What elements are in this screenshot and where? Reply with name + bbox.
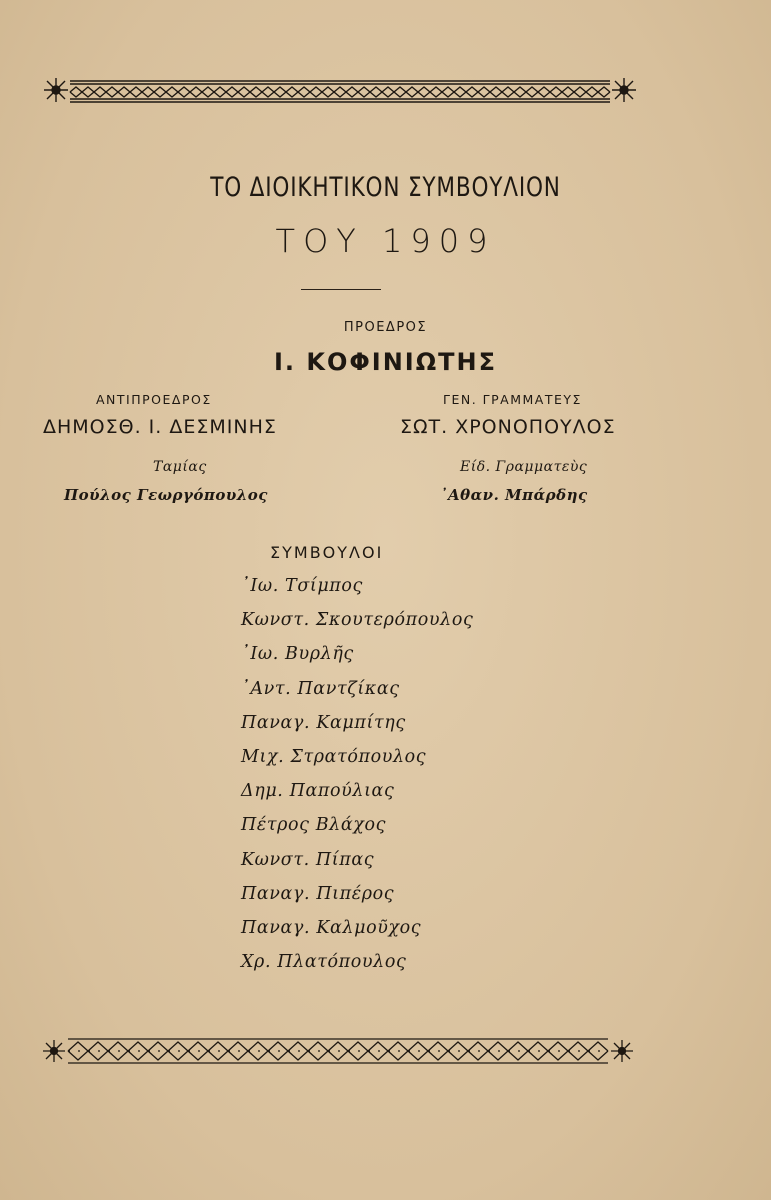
vice-president-name: ΔΗΜΟΣΘ. Ι. ΔΕΣΜΙΝΗΣ xyxy=(43,416,277,438)
top-ornament-border xyxy=(40,70,640,110)
title-divider xyxy=(301,289,381,290)
members-heading: ΣΥΜΒΟΥΛΟΙ xyxy=(270,543,384,562)
page-title: ΤΟ ΔΙΟΙΚΗΤΙΚΟΝ ΣΥΜΒΟΥΛΙΟΝ xyxy=(210,172,561,203)
treasurer-role: Ταμίας xyxy=(153,459,207,475)
list-item: ᾿Ιω. Τσίμπος xyxy=(241,576,363,596)
list-item: Χρ. Πλατόπουλος xyxy=(241,952,407,973)
list-item: Παναγ. Πιπέρος xyxy=(241,883,395,904)
page-subtitle-year: ΤΟΥ 1909 xyxy=(275,222,496,260)
treasurer-name: Πούλος Γεωργόπουλος xyxy=(64,486,268,504)
list-item: ᾿Αντ. Παντζίκας xyxy=(241,678,400,699)
list-item: Παναγ. Καλμοῦχος xyxy=(241,917,422,938)
general-secretary-name: ΣΩΤ. ΧΡΟΝΟΠΟΥΛΟΣ xyxy=(400,416,616,438)
president-name: Ι. ΚΟΦΙΝΙΩΤΗΣ xyxy=(273,348,497,376)
special-secretary-name: ᾿Αθαν. Μπάρδης xyxy=(440,486,588,504)
list-item: Μιχ. Στρατόπουλος xyxy=(241,746,427,767)
list-item: Κωνστ. Σκουτερόπουλος xyxy=(241,610,474,631)
special-secretary-role: Είδ. Γραμματεὺς xyxy=(460,459,588,475)
vice-president-role: ΑΝΤΙΠΡΟΕΔΡΟΣ xyxy=(96,392,212,407)
president-role: ΠΡΟΕΔΡΟΣ xyxy=(343,320,428,335)
general-secretary-role: ΓΕΝ. ΓΡΑΜΜΑΤΕΥΣ xyxy=(443,392,582,407)
list-item: ᾿Ιω. Βυρλῆς xyxy=(241,644,354,665)
list-item: Δημ. Παπούλιας xyxy=(241,781,395,802)
bottom-ornament-border xyxy=(38,1031,638,1071)
list-item: Παναγ. Καμπίτης xyxy=(241,712,406,733)
list-item: Πέτρος Βλάχος xyxy=(241,815,387,836)
members-list xyxy=(241,576,473,986)
list-item: Κωνστ. Πίπας xyxy=(241,849,375,870)
